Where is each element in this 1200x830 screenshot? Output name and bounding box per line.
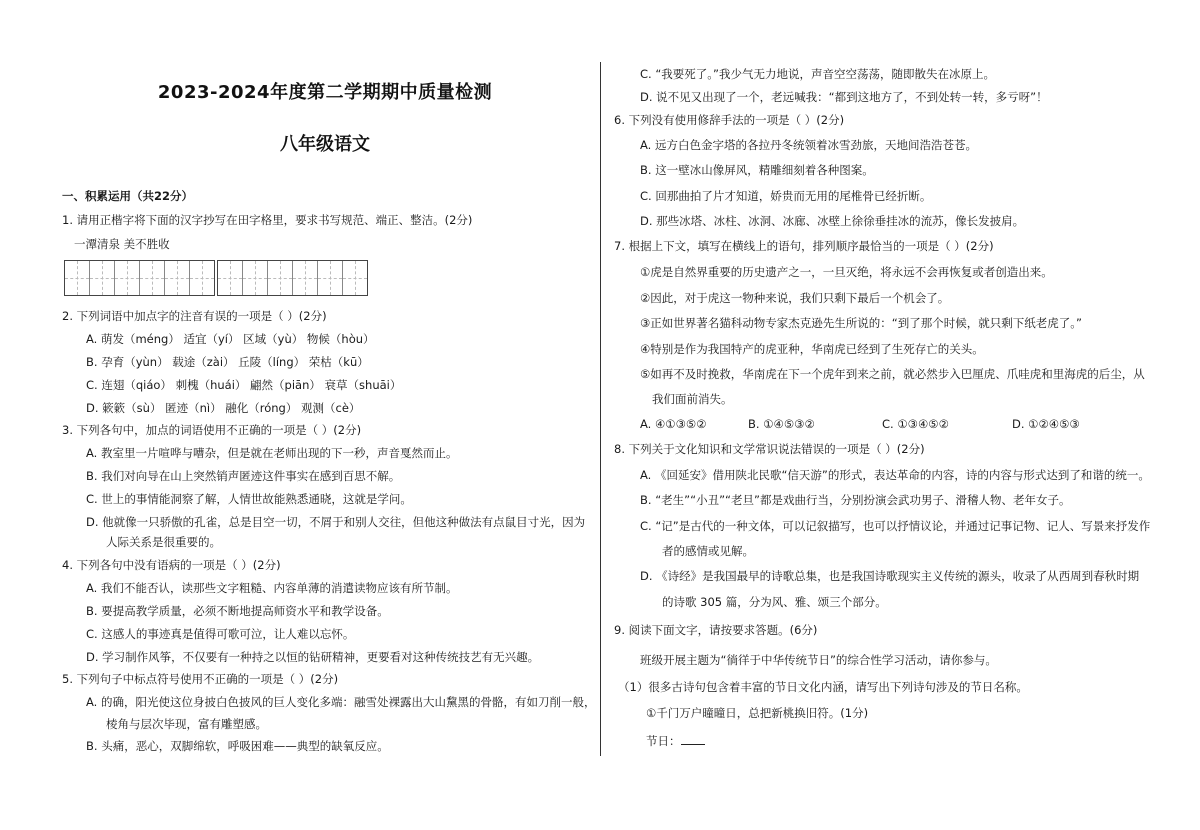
option-5b: B. 头痛，恶心，双脚绵软，呼吸困难——典型的缺氧反应。 — [86, 739, 389, 753]
poem-line-1: ①千门万户曈曈日，总把新桃换旧符。(1分) — [646, 706, 869, 720]
grid-cell[interactable] — [90, 261, 115, 295]
question-2: 2. 下列词语中加点字的注音有误的一项是（ ）(2分) — [62, 309, 327, 323]
option-3c: C. 世上的事情能洞察了解，人情世故能熟悉通晓，这就是学问。 — [86, 492, 412, 506]
option-2a: A. 萌发（méng） 适宜（yí） 区域（yù） 物候（hòu） — [86, 332, 375, 346]
question-4: 4. 下列各句中没有语病的一项是（ ）(2分) — [62, 558, 281, 572]
grid-cell[interactable] — [343, 261, 367, 295]
sentence-5-cont: 我们面前消失。 — [652, 392, 733, 406]
question-3: 3. 下列各句中，加点的词语使用不正确的一项是（ ）(2分) — [62, 423, 362, 437]
sentence-2: ②因此，对于虎这一物种来说，我们只剩下最后一个机会了。 — [640, 291, 950, 305]
option-5c: C. “我要死了。”我少气无力地说，声音空空荡荡，随即散失在冰原上。 — [640, 67, 996, 81]
sentence-3: ③正如世界著名猫科动物专家杰克逊先生所说的：“到了那个时候，就只剩下纸老虎了。” — [640, 316, 1082, 330]
option-8a: A. 《回延安》借用陕北民歌“信天游”的形式，表达革命的内容，诗的内容与形式达到了和谐的统一。 — [640, 468, 1150, 482]
grid-cell[interactable] — [65, 261, 90, 295]
option-2d: D. 簌簌（sù） 匿迹（nì） 融化（róng） 观测（cè） — [86, 401, 361, 415]
question-7: 7. 根据上下文，填写在横线上的语句，排列顺序最恰当的一项是（ ）(2分) — [614, 239, 994, 253]
option-2b: B. 孕育（yùn） 载途（zài） 丘陵（líng） 荣枯（kū） — [86, 355, 369, 369]
option-7c: C. ①③④⑤② — [882, 417, 949, 431]
option-7d: D. ①②④⑤③ — [1012, 417, 1080, 431]
sub-question-1: （1）很多古诗句包含着丰富的节日文化内涵，请写出下列诗句涉及的节日名称。 — [618, 680, 1028, 694]
grid-cell[interactable] — [165, 261, 190, 295]
option-6c: C. 回那曲拍了片才知道，娇贵而无用的尾椎骨已经折断。 — [640, 189, 932, 203]
option-5d: D. 说不见又出现了一个，老远喊我：“都到这地方了，不到处转一转，多亏呀”！ — [640, 90, 1048, 104]
grid-cell[interactable] — [218, 261, 243, 295]
grid-cell[interactable] — [115, 261, 140, 295]
option-8d-cont: 的诗歌 305 篇，分为风、雅、颂三个部分。 — [662, 595, 887, 609]
grid-block-1[interactable] — [64, 260, 215, 296]
question-5: 5. 下列句子中标点符号使用不正确的一项是（ ）(2分) — [62, 672, 339, 686]
festival-answer-row — [646, 732, 705, 749]
option-5a-cont: 棱角与层次毕现，富有雕塑感。 — [106, 717, 267, 731]
option-4c: C. 这感人的事迹真是值得可歌可泣，让人难以忘怀。 — [86, 627, 355, 641]
sentence-4: ④特别是作为我国特产的虎亚种，华南虎已经到了生死存亡的关头。 — [640, 342, 984, 356]
column-divider — [600, 62, 601, 756]
option-2c: C. 连翅（qiáo） 刺槐（huái） 翩然（piān） 衰草（shuāi） — [86, 378, 402, 392]
section-heading: 一、积累运用（共22分） — [62, 189, 194, 203]
option-7b: B. ①④⑤③② — [748, 417, 815, 431]
option-6a: A. 远方白色金字塔的各拉丹冬统领着冰雪劲旅，天地间浩浩苍苍。 — [640, 138, 977, 152]
question-9: 9. 阅读下面文字，请按要求答题。(6分) — [614, 623, 818, 637]
option-8d: D. 《诗经》是我国最早的诗歌总集，也是我国诗歌现实主义传统的源头，收录了从西周到春秋时期 — [640, 569, 1140, 583]
option-4a: A. 我们不能否认，读那些文字粗糙、内容单薄的消遣读物应该有所节制。 — [86, 581, 458, 595]
question-8: 8. 下列关于文化知识和文学常识说法错误的一项是（ ）(2分) — [614, 442, 925, 456]
festival-answer-blank[interactable] — [681, 732, 705, 745]
grid-cell[interactable] — [318, 261, 343, 295]
option-4d: D. 学习制作风筝，不仅要有一种持之以恒的钻研精神，更要看对这种传统技艺有无兴趣。 — [86, 650, 540, 664]
exam-subtitle: 八年级语文 — [280, 134, 370, 155]
option-3a: A. 教室里一片喧哗与嘈杂，但是就在老师出现的下一秒，声音戛然而止。 — [86, 446, 458, 460]
sentence-5: ⑤如再不及时挽救，华南虎在下一个虎年到来之前，就必然步入巴厘虎、爪哇虎和里海虎的后尘，从 — [640, 367, 1145, 381]
grid-cell[interactable] — [190, 261, 214, 295]
option-3d-cont: 人际关系是很重要的。 — [106, 535, 221, 549]
grid-cell[interactable] — [268, 261, 293, 295]
option-4b: B. 要提高教学质量，必须不断地提高师资水平和教学设备。 — [86, 604, 389, 618]
option-8c: C. “记”是古代的一种文体，可以记叙描写，也可以抒情议论，并通过记事记物、记人、写景来抒发作 — [640, 519, 1151, 533]
festival-label: 节日： — [646, 734, 681, 748]
option-7a: A. ④①③⑤② — [640, 417, 707, 431]
option-3d: D. 他就像一只骄傲的孔雀，总是目空一切，不屑于和别人交往，但他这种做法有点鼠目寸光，因为 — [86, 515, 586, 529]
question-6: 6. 下列没有使用修辞手法的一项是（ ）(2分) — [614, 113, 845, 127]
question-1: 1. 请用正楷字将下面的汉字抄写在田字格里，要求书写规范、端正、整洁。(2分) — [62, 213, 473, 227]
writing-grid[interactable] — [64, 260, 368, 296]
option-6d: D. 那些冰塔、冰柱、冰洞、冰廊、冰壁上徐徐垂挂冰的流苏，像长发披肩。 — [640, 214, 1025, 228]
grid-cell[interactable] — [140, 261, 165, 295]
option-8b: B. “老生”“小丑”“老旦”都是戏曲行当，分别扮演会武功男子、滑稽人物、老年女子。 — [640, 493, 1071, 507]
activity-intro: 班级开展主题为“徜徉于中华传统节日”的综合性学习活动，请你参与。 — [640, 653, 997, 667]
option-3b: B. 我们对向导在山上突然销声匿迹这件事实在感到百思不解。 — [86, 469, 401, 483]
grid-cell[interactable] — [243, 261, 268, 295]
option-5a: A. 的确，阳光使这位身披白色披风的巨人变化多端：融雪处裸露出大山黧黑的骨骼，有如刀削一般， — [86, 695, 596, 709]
option-8c-cont: 者的感情或见解。 — [662, 544, 754, 558]
grid-block-2[interactable] — [217, 260, 368, 296]
exam-title: 2023-2024年度第二学期期中质量检测 — [157, 82, 493, 103]
sentence-1: ①虎是自然界重要的历史遗产之一，一旦灭绝，将永远不会再恢复或者创造出来。 — [640, 265, 1053, 279]
grid-cell[interactable] — [293, 261, 318, 295]
option-6b: B. 这一壁冰山像屏风，精雕细刻着各种图案。 — [640, 163, 874, 177]
copy-words: 一潭清泉 美不胜收 — [74, 237, 170, 251]
